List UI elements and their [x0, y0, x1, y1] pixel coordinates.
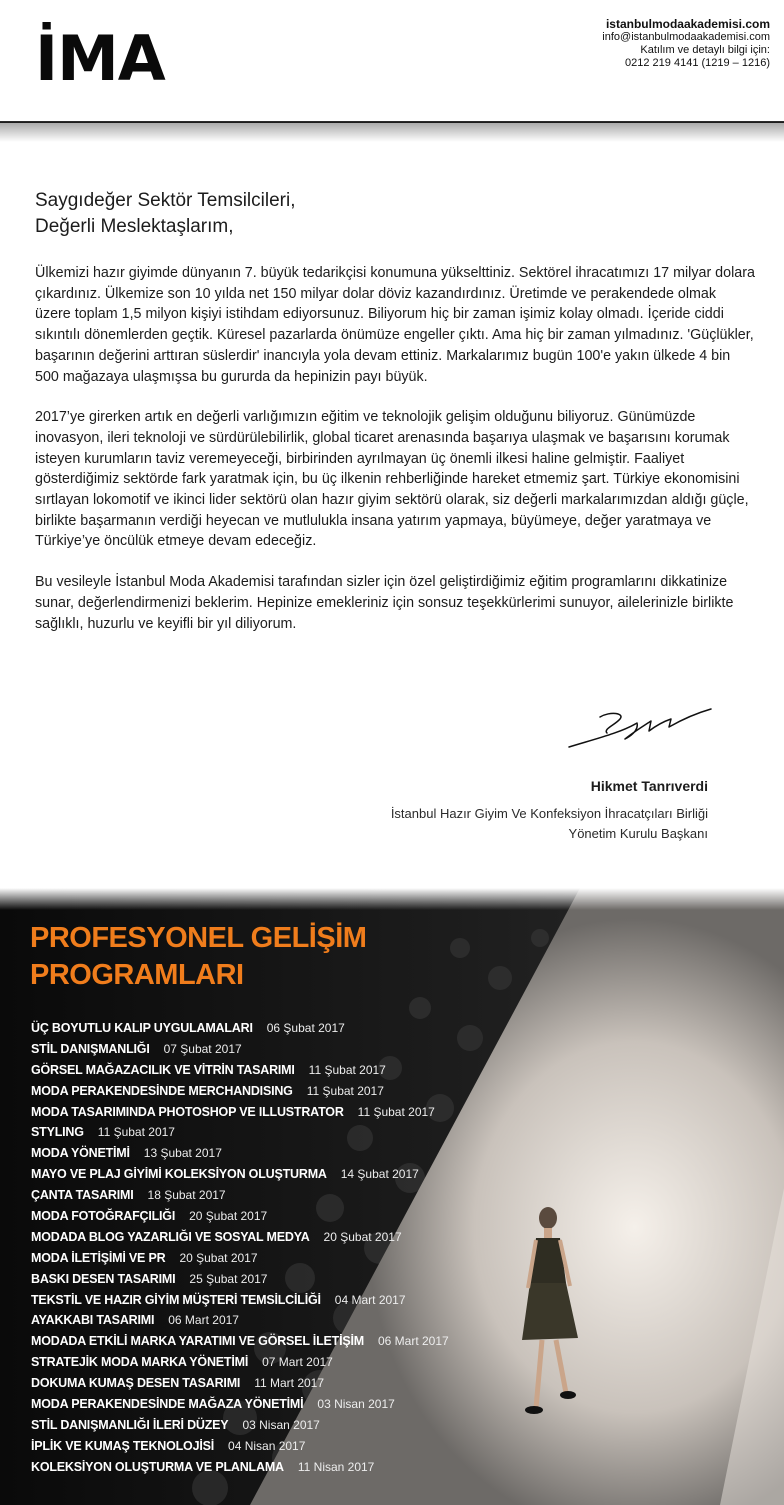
program-date: 18 Şubat 2017 — [147, 1188, 226, 1203]
signer-org-line: İstanbul Hazır Giyim Ve Konfeksiyon İhracatçıları Birliği — [390, 806, 708, 821]
program-name: STİL DANIŞMANLIĞI — [31, 1041, 150, 1056]
program-date: 20 Şubat 2017 — [323, 1229, 402, 1244]
contact-info — [602, 18, 770, 70]
program-name: MODA FOTOĞRAFÇILIĞI — [31, 1209, 176, 1224]
program-date: 14 Şubat 2017 — [340, 1167, 419, 1182]
letter-paragraph: Ülkemizi hazır giyimde dünyanın 7. büyük tedarikçisi konumuna yükselttiniz. Sektörel ihracatımızı 17 milyar dolara çıkardınız. Ülkemize son 10 yılda net 150 milyar dolar döviz kazandırdınız. Üretimde ve perakendede olmak üzere toplam 1,5 milyon kişiyi istihdam ediyorsunuz. Biliyorum hiç bir zaman işimiz kolay olmadı. İçeride ciddi sıkıntılı dönemlerden geçtik. Küresel pazarlarda önümüze engeller çıktı. Ama hiç bir zaman yılmadınız. 'Güçlükler, başarının değerini arttıran süslerdir' inancıyla yola devam ettiniz. Markalarımız bugün 100'e yakın ülkede 4 bin 500 mağazaya ulaşmışsa bu gururda da hepinizin payı büyük. — [35, 265, 755, 385]
program-item[interactable] — [31, 1164, 449, 1185]
program-name: MODADA BLOG YAZARLIĞI VE SOSYAL MEDYA — [31, 1229, 310, 1244]
programs-title-line-1: PROFESYONEL GELİŞİM — [30, 922, 367, 954]
section-top-fade — [0, 888, 784, 910]
program-date: 11 Şubat 2017 — [357, 1104, 435, 1119]
greeting-line-2: Değerli Meslektaşlarım, — [35, 216, 234, 237]
program-item[interactable] — [31, 1185, 449, 1206]
letter-paragraph: 2017’ye girerken artık en değerli varlığımızın eğitim ve teknolojik gelişim olduğunu biliyoruz. Günümüzde inovasyon, ileri teknoloji ve sürdürülebilirlik, global ticaret arenasında başarıya ulaşmak ve başarısını korumak isteyen kurumların taviz veremeyeceği, birbirinden ayrılmayan üç önemli ilkesi haline gelmiştir. Faaliyet gösterdiğimiz sektörde fark yaratmak için, bu üç ilkenin rehberliğinde hareket etmemiz şart. Türkiye ekonomisini sırtlayan lokomotif ve ikinci lider sektörü olan hazır giyim sektörü olarak, siz değerli markalarımızdan aldığı güçle, birlikte başarmanın verdiği heyecan ve mutlulukla insana yatırım yapmaya, büyümeye, değer yaratmaya ve Türkiye’ye öncülük etmeye devam edeceğiz. — [35, 409, 749, 550]
program-date: 04 Mart 2017 — [334, 1292, 406, 1307]
signer-name: Hikmet Tanrıverdi — [590, 778, 708, 794]
program-item[interactable] — [31, 1352, 449, 1373]
website-link[interactable]: istanbulmodaakademisi.com — [605, 17, 770, 31]
program-name: MAYO VE PLAJ GİYİMİ KOLEKSİYON OLUŞTURMA — [31, 1167, 327, 1182]
program-name: GÖRSEL MAĞAZACILIK VE VİTRİN TASARIMI — [31, 1062, 295, 1077]
program-item[interactable] — [31, 1310, 449, 1331]
program-date: 11 Şubat 2017 — [97, 1125, 175, 1140]
program-item[interactable] — [31, 1269, 449, 1290]
program-date: 03 Nisan 2017 — [242, 1417, 320, 1432]
program-date: 06 Şubat 2017 — [266, 1021, 345, 1035]
program-date: 11 Şubat 2017 — [308, 1062, 386, 1077]
programs-title-line-2: PROGRAMLARI — [30, 959, 244, 991]
program-date: 07 Şubat 2017 — [163, 1041, 242, 1056]
program-date: 11 Şubat 2017 — [306, 1083, 384, 1098]
program-date: 06 Mart 2017 — [168, 1313, 239, 1328]
program-item[interactable] — [31, 1457, 449, 1478]
program-name: MODA PERAKENDESİNDE MERCHANDISING — [31, 1083, 293, 1098]
program-item[interactable] — [31, 1394, 449, 1415]
program-date: 20 Şubat 2017 — [189, 1209, 268, 1224]
handwritten-signature — [565, 703, 715, 753]
program-date: 03 Nisan 2017 — [317, 1397, 395, 1412]
program-date: 11 Nisan 2017 — [297, 1459, 375, 1474]
program-name: ÇANTA TASARIMI — [31, 1188, 134, 1203]
program-name: BASKI DESEN TASARIMI — [31, 1271, 176, 1286]
signer-organization — [391, 804, 708, 844]
greeting-line-1: Saygıdeğer Sektör Temsilcileri, — [35, 190, 296, 211]
program-name: DOKUMA KUMAŞ DESEN TASARIMI — [31, 1376, 241, 1391]
program-item[interactable] — [31, 1018, 449, 1039]
program-date: 25 Şubat 2017 — [189, 1271, 268, 1286]
program-date: 13 Şubat 2017 — [143, 1146, 222, 1161]
phone-number[interactable]: 0212 219 4141 (1219 – 1216) — [625, 57, 770, 69]
program-item[interactable] — [31, 1290, 449, 1311]
program-name: STYLING — [31, 1125, 84, 1140]
program-item[interactable] — [31, 1373, 449, 1394]
program-name: MODA İLETİŞİMİ VE PR — [31, 1250, 166, 1265]
program-list — [31, 1018, 449, 1478]
program-date: 07 Mart 2017 — [262, 1355, 333, 1370]
programs-section — [0, 888, 784, 1505]
program-item[interactable] — [31, 1227, 449, 1248]
signer-block — [391, 778, 708, 844]
program-item[interactable] — [31, 1248, 449, 1269]
program-name: STİL DANIŞMANLIĞI İLERİ DÜZEY — [31, 1417, 229, 1432]
program-name: MODA PERAKENDESİNDE MAĞAZA YÖNETİMİ — [31, 1397, 304, 1412]
program-name: ÜÇ BOYUTLU KALIP UYGULAMALARI — [31, 1021, 253, 1035]
program-name: MODADA ETKİLİ MARKA YARATIMI VE GÖRSEL İLETİŞİM — [31, 1334, 364, 1349]
program-name: MODA YÖNETİMİ — [31, 1146, 130, 1161]
program-item[interactable] — [31, 1415, 449, 1436]
ima-logo[interactable]: İMA — [35, 22, 165, 95]
letter — [35, 188, 755, 634]
program-item[interactable] — [31, 1102, 449, 1123]
header — [0, 0, 784, 123]
program-date: 06 Mart 2017 — [377, 1334, 449, 1349]
program-item[interactable] — [31, 1081, 449, 1102]
program-name: TEKSTİL VE HAZIR GİYİM MÜŞTERİ TEMSİLCİLİĞİ — [31, 1292, 321, 1307]
program-date: 04 Nisan 2017 — [228, 1438, 306, 1453]
program-item[interactable] — [31, 1060, 449, 1081]
program-date: 20 Şubat 2017 — [179, 1250, 258, 1265]
program-item[interactable] — [31, 1331, 449, 1352]
programs-title — [30, 920, 366, 994]
email-link[interactable]: info@istanbulmodaakademisi.com — [602, 31, 770, 43]
program-date: 11 Mart 2017 — [254, 1376, 325, 1391]
program-item[interactable] — [31, 1122, 449, 1143]
program-item[interactable] — [31, 1143, 449, 1164]
program-item[interactable] — [31, 1436, 449, 1457]
program-name: STRATEJİK MODA MARKA YÖNETİMİ — [31, 1355, 249, 1370]
program-item[interactable] — [31, 1039, 449, 1060]
program-name: AYAKKABI TASARIMI — [31, 1313, 155, 1328]
header-shadow — [0, 122, 784, 142]
signer-title: Yönetim Kurulu Başkanı — [568, 826, 708, 841]
program-item[interactable] — [31, 1206, 449, 1227]
letter-paragraph: Bu vesileyle İstanbul Moda Akademisi tarafından sizler için özel geliştirdiğimiz eğitim programlarını dikkatinize sunar, değerlendirmenizi beklerim. Hepinize emekleriniz için sonsuz teşekkürlerimi sunuyor, ailelerinizle birlikte sağlıklı, huzurlu ve keyifli bir yıl diliyorum. — [35, 574, 734, 632]
program-name: MODA TASARIMINDA PHOTOSHOP VE ILLUSTRATOR — [31, 1104, 344, 1119]
program-name: İPLİK VE KUMAŞ TEKNOLOJİSİ — [31, 1438, 215, 1453]
program-name: KOLEKSİYON OLUŞTURMA VE PLANLAMA — [31, 1459, 284, 1474]
info-label: Katılım ve detaylı bilgi için: — [640, 44, 770, 56]
